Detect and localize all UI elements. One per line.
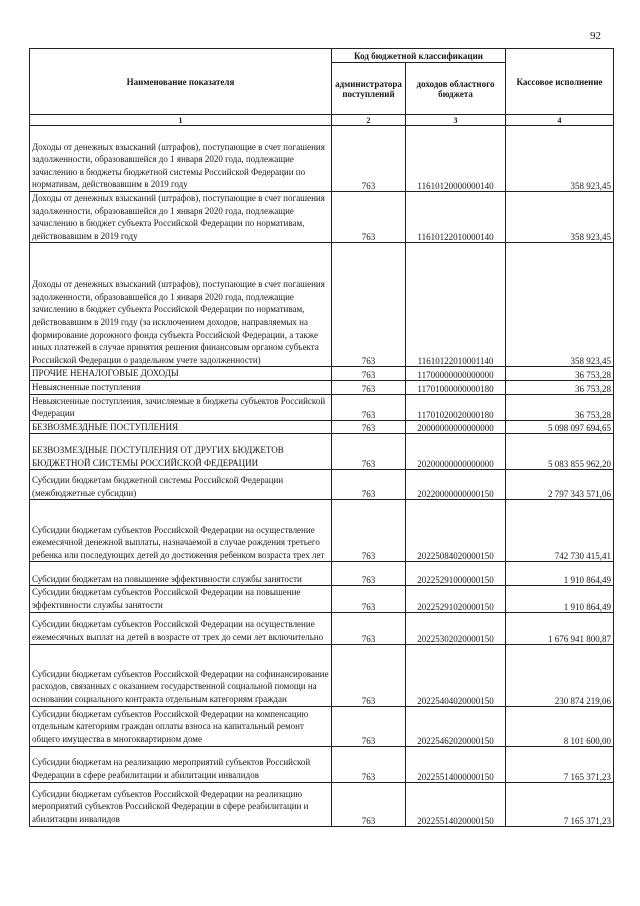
row-amount: 7 165 371,23 — [506, 782, 614, 826]
header-income: доходов областного бюджета — [406, 63, 506, 115]
revenue-table — [29, 48, 614, 827]
row-name: Доходы от денежных взысканий (штрафов), поступающие в счет погашения задолженности, образовавшейся до 1 января 2020 года, подлежащие зачислению в бюджеты бюджетной системы Российской Федерации по нормативам, действовавшим в 2019 году — [30, 126, 332, 192]
row-name: Субсидии бюджетам субъектов Российской Федерации на осуществление ежемесячных выплат на детей в возрасте от трех до семи лет включительно — [30, 612, 332, 644]
row-income-code: 20225291000000150 — [406, 562, 506, 586]
row-admin-code: 763 — [332, 420, 406, 434]
table-row — [30, 470, 614, 500]
row-admin-code: 763 — [332, 644, 406, 706]
col-number: 3 — [406, 115, 506, 126]
row-amount: 36 753,28 — [506, 367, 614, 381]
row-admin-code: 763 — [332, 586, 406, 612]
row-name: БЕЗВОЗМЕЗДНЫЕ ПОСТУПЛЕНИЯ — [30, 420, 332, 434]
row-amount: 5 098 097 694,65 — [506, 420, 614, 434]
row-name: Доходы от денежных взысканий (штрафов), поступающие в счет погашения задолженности, образовавшейся до 1 января 2020 года, подлежащие зачислению в бюджет субъекта Российской Федерации по нормативам, действовавшим в 2019 году — [30, 192, 332, 243]
row-admin-code: 763 — [332, 394, 406, 420]
row-admin-code: 763 — [332, 243, 406, 367]
table-row — [30, 126, 614, 192]
row-income-code: 11701000000000180 — [406, 380, 506, 394]
row-income-code: 11700000000000000 — [406, 367, 506, 381]
col-number: 4 — [506, 115, 614, 126]
row-amount: 358 923,45 — [506, 243, 614, 367]
row-admin-code: 763 — [332, 470, 406, 500]
table-row — [30, 586, 614, 612]
table-row — [30, 612, 614, 644]
page-number: 92 — [590, 30, 601, 42]
row-name: Субсидии бюджетам на реализацию мероприятий субъектов Российской Федерации в сфере реабилитации и абилитации инвалидов — [30, 746, 332, 782]
table-row — [30, 500, 614, 562]
header-name: Наименование показателя — [30, 49, 332, 115]
table-row — [30, 746, 614, 782]
row-income-code: 20225462020000150 — [406, 706, 506, 746]
row-income-code: 20225084020000150 — [406, 500, 506, 562]
table-row — [30, 434, 614, 470]
row-name: Субсидии бюджетам субъектов Российской Федерации на реализацию мероприятий субъектов Российской Федерации в сфере реабилитации и абилитации инвалидов — [30, 782, 332, 826]
header-amount: Кассовое исполнение — [506, 49, 614, 115]
col-number: 1 — [30, 115, 332, 126]
row-income-code: 20225404020000150 — [406, 644, 506, 706]
table-row — [30, 394, 614, 420]
row-amount: 1 676 941 800,87 — [506, 612, 614, 644]
row-amount: 36 753,28 — [506, 394, 614, 420]
row-admin-code: 763 — [332, 746, 406, 782]
row-name: Невыясненные поступления — [30, 380, 332, 394]
row-income-code: 20225302020000150 — [406, 612, 506, 644]
row-income-code: 20225291020000150 — [406, 586, 506, 612]
row-income-code: 11610122010000140 — [406, 192, 506, 243]
row-amount: 230 874 219,06 — [506, 644, 614, 706]
row-income-code: 20200000000000000 — [406, 434, 506, 470]
row-amount: 742 730 415,41 — [506, 500, 614, 562]
row-name: Субсидии бюджетам субъектов Российской Федерации на компенсацию отдельным категориям граждан оплаты взноса на капитальный ремонт общего имущества в многоквартирном доме — [30, 706, 332, 746]
row-amount: 5 083 855 962,20 — [506, 434, 614, 470]
row-name: ПРОЧИЕ НЕНАЛОГОВЫЕ ДОХОДЫ — [30, 367, 332, 381]
table-row — [30, 562, 614, 586]
row-amount: 2 797 343 571,06 — [506, 470, 614, 500]
row-income-code: 11701020020000180 — [406, 394, 506, 420]
row-name: Доходы от денежных взысканий (штрафов), поступающие в счет погашения задолженности, образовавшейся до 1 января 2020 года, подлежащие зачислению в бюджет субъекта Российской Федерации по нормативам, действовавшим в 2019 году (за исключением доходов, направляемых на формирование дорожного фонда субъекта Российской Федерации, а также иных платежей в случае принятия решения финансовым органом субъекта Российской Федерации о раздельном учете задолженности) — [30, 243, 332, 367]
row-income-code: 20220000000000150 — [406, 470, 506, 500]
table-row — [30, 367, 614, 381]
row-name: Субсидии бюджетам на повышение эффективности службы занятости — [30, 562, 332, 586]
table-row — [30, 706, 614, 746]
row-admin-code: 763 — [332, 380, 406, 394]
row-name: Субсидии бюджетам субъектов Российской Федерации на осуществление ежемесячной денежной выплаты, назначаемой в случае рождения третьего ребенка или последующих детей до достижения ребенком возраста трех лет — [30, 500, 332, 562]
row-admin-code: 763 — [332, 612, 406, 644]
row-amount: 1 910 864,49 — [506, 562, 614, 586]
row-name: Субсидии бюджетам бюджетной системы Российской Федерации (межбюджетные субсидии) — [30, 470, 332, 500]
table-row — [30, 192, 614, 243]
row-amount: 8 101 600,00 — [506, 706, 614, 746]
row-admin-code: 763 — [332, 434, 406, 470]
col-number: 2 — [332, 115, 406, 126]
row-admin-code: 763 — [332, 782, 406, 826]
row-amount: 1 910 864,49 — [506, 586, 614, 612]
row-income-code: 11610122010001140 — [406, 243, 506, 367]
table-row — [30, 644, 614, 706]
row-admin-code: 763 — [332, 367, 406, 381]
row-amount: 7 165 371,23 — [506, 746, 614, 782]
row-admin-code: 763 — [332, 192, 406, 243]
row-name: Субсидии бюджетам субъектов Российской Федерации на повышение эффективности службы занятости — [30, 586, 332, 612]
row-name: Субсидии бюджетам субъектов Российской Федерации на софинансирование расходов, связанных с оказанием государственной социальной помощи на основании социального контракта отдельным категориям граждан — [30, 644, 332, 706]
row-income-code: 20225514020000150 — [406, 782, 506, 826]
table-row — [30, 782, 614, 826]
row-admin-code: 763 — [332, 562, 406, 586]
row-amount: 36 753,28 — [506, 380, 614, 394]
row-name: Невыясненные поступления, зачисляемые в бюджеты субъектов Российской Федерации — [30, 394, 332, 420]
header-admin: администратора поступлений — [332, 63, 406, 115]
row-income-code: 11610120000000140 — [406, 126, 506, 192]
row-admin-code: 763 — [332, 706, 406, 746]
row-admin-code: 763 — [332, 126, 406, 192]
table-row — [30, 380, 614, 394]
row-admin-code: 763 — [332, 500, 406, 562]
row-amount: 358 923,45 — [506, 192, 614, 243]
table-row — [30, 243, 614, 367]
header-code-group: Код бюджетной классификации — [332, 49, 506, 63]
row-amount: 358 923,45 — [506, 126, 614, 192]
row-income-code: 20225514000000150 — [406, 746, 506, 782]
table-row — [30, 420, 614, 434]
row-income-code: 20000000000000000 — [406, 420, 506, 434]
row-name: БЕЗВОЗМЕЗДНЫЕ ПОСТУПЛЕНИЯ ОТ ДРУГИХ БЮДЖЕТОВ БЮДЖЕТНОЙ СИСТЕМЫ РОССИЙСКОЙ ФЕДЕРАЦИИ — [30, 434, 332, 470]
